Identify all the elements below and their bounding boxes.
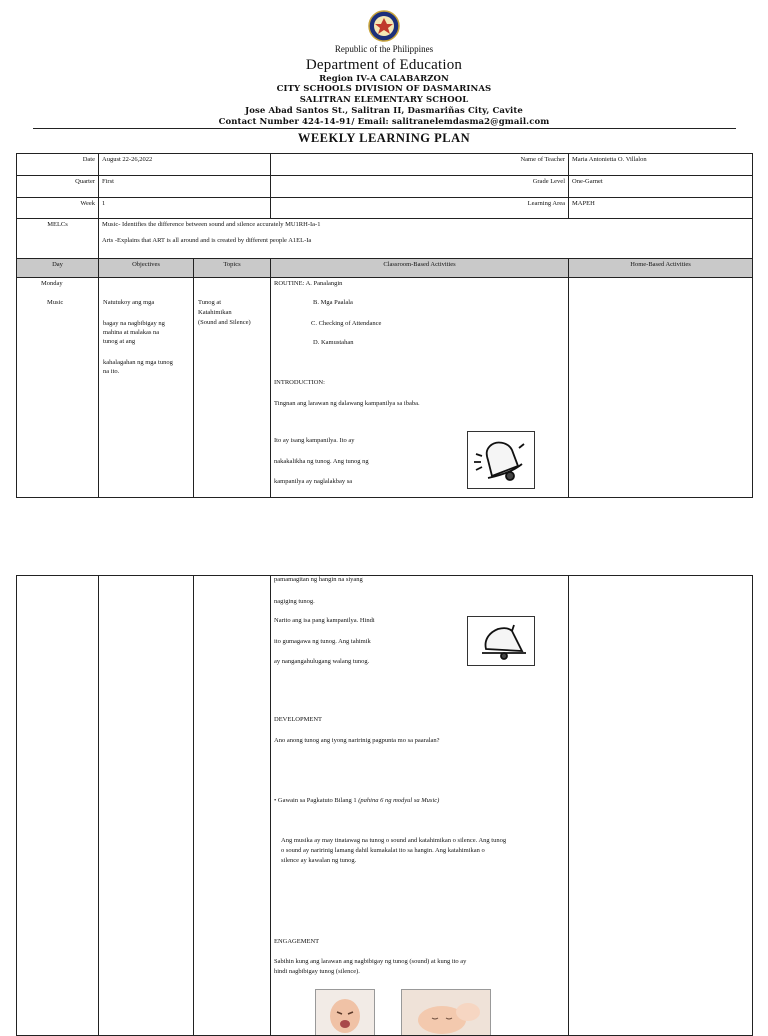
- area-label: Learning Area: [271, 198, 569, 219]
- bell-text: kampanilya ay naglalakbay sa: [274, 478, 353, 485]
- department-title: Department of Education: [305, 57, 463, 73]
- quarter-label: Quarter: [17, 176, 99, 198]
- lesson-paragraph: o sound ay naririnig lamang dahil kumakalat ito sa hangin. Ang katahimikan o: [281, 847, 485, 854]
- date-row: [17, 154, 753, 176]
- home-activities-cell-continued: [569, 576, 753, 1036]
- sleeping-baby-image: [401, 989, 491, 1036]
- contact-line: Contact Number 424-14-91/ Email: salitranelemdasma2@gmail.com: [218, 117, 550, 127]
- bell-text: ito gumagawa ng tunog. Ang tahimik: [274, 638, 371, 645]
- topic-text: Tunog at: [198, 299, 222, 306]
- engagement-text: Sabihin kung ang larawan ang nagbibigay ng tunog (sound) at kung ito ay: [274, 958, 467, 965]
- col-objectives: Objectives: [99, 259, 194, 278]
- day-value: Monday: [41, 280, 63, 287]
- teacher-label: Name of Teacher: [271, 154, 569, 176]
- introduction-text: Tingnan ang larawan ng dalawang kampanilya sa ibaba.: [274, 400, 420, 407]
- objective-text: kahalagahan ng mga tunog: [103, 359, 173, 366]
- col-day: Day: [17, 259, 99, 278]
- topic-text: (Sound and Silence): [198, 319, 251, 326]
- header-divider: [33, 128, 736, 129]
- engagement-text: hindi nagbibigay tunog (silence).: [274, 968, 360, 975]
- week-row: [17, 198, 753, 219]
- routine-line: D. Kamustahan: [313, 339, 354, 346]
- lesson-paragraph: silence ay kawalan ng tunog.: [281, 857, 357, 864]
- republic-line: Republic of the Philippines: [334, 44, 434, 54]
- melcs-label: MELCs: [17, 219, 99, 259]
- lesson-paragraph: Ang musika ay may tinatawag na tunog o sound and katahimikan o silence. Ang tunog: [281, 837, 507, 844]
- grade-label: Grade Level: [271, 176, 569, 198]
- objectives-cell-continued: [99, 576, 194, 1036]
- classroom-activities-cell-continued: [271, 576, 569, 1036]
- home-activities-cell: [569, 278, 753, 498]
- column-header-row: [17, 259, 753, 278]
- date-label: Date: [17, 154, 99, 176]
- day-cell: [17, 278, 99, 498]
- col-home-activities: Home-Based Activities: [569, 259, 753, 278]
- objective-text: Natutukoy ang mga: [103, 299, 155, 306]
- development-question: Ano anong tunog ang iyong naririnig pagpunta mo sa paaralan?: [274, 737, 440, 744]
- gawain-line: [274, 797, 439, 804]
- bell-text: nagiging tunog.: [274, 598, 315, 605]
- objective-text: tunog at ang: [103, 338, 136, 345]
- subject-value: Music: [47, 299, 64, 306]
- grade-value: One-Garnet: [569, 176, 753, 198]
- gawain-label: • Gawain sa Pagkatuto Bilang 1: [274, 797, 357, 804]
- melc-music: Music- Identifies the difference between sound and silence accurately MU1RH-Ia-1: [102, 221, 321, 228]
- quarter-value: First: [99, 176, 271, 198]
- objective-text: bagay na nagbibigay ng: [103, 320, 165, 327]
- area-value: MAPEH: [569, 198, 753, 219]
- bell-text: ay nangangahulugang walang tunog.: [274, 658, 370, 665]
- ringing-bell-icon: [467, 431, 535, 489]
- monday-row-continued: [17, 576, 753, 1036]
- routine-line: B. Mga Paalala: [313, 299, 353, 306]
- region-line: Region IV-A CALABARZON: [319, 74, 449, 84]
- quarter-row: [17, 176, 753, 198]
- plan-title: WEEKLY LEARNING PLAN: [297, 131, 471, 145]
- col-classroom-activities: Classroom-Based Activities: [271, 259, 569, 278]
- melcs-content: [99, 219, 753, 259]
- day-cell-continued: [17, 576, 99, 1036]
- address-line: Jose Abad Santos St., Salitran II, Dasmariñas City, Cavite: [245, 106, 523, 116]
- objective-text: mahina at malakas na: [103, 329, 160, 336]
- week-value: 1: [99, 198, 271, 219]
- school-line: SALITRAN ELEMENTARY SCHOOL: [299, 95, 469, 105]
- topics-cell: [194, 278, 271, 498]
- routine-line: C. Checking of Attendance: [311, 320, 382, 327]
- objective-text: na ito.: [103, 368, 120, 375]
- melcs-row: [17, 219, 753, 259]
- col-topics: Topics: [194, 259, 271, 278]
- development-heading: DEVELOPMENT: [274, 716, 323, 723]
- gawain-reference: (pahina 6 ng modyul sa Music): [358, 797, 440, 804]
- plan-table-page1: [16, 153, 753, 498]
- teacher-value: Maria Antonietta O. Villalon: [569, 154, 753, 176]
- division-line: CITY SCHOOLS DIVISION OF DASMARINAS: [276, 84, 492, 94]
- objectives-cell: [99, 278, 194, 498]
- bell-text: Narito ang isa pang kampanilya. Hindi: [274, 617, 375, 624]
- silent-bell-icon: [467, 616, 535, 666]
- routine-line: ROUTINE: A. Panalangin: [274, 280, 343, 287]
- plan-table-page2: [16, 575, 753, 1036]
- bell-text: Ito ay isang kampanilya. Ito ay: [274, 437, 355, 444]
- bell-text: pamamagitan ng hangin na siyang: [274, 576, 363, 583]
- crying-baby-image: [315, 989, 375, 1036]
- week-label: Week: [17, 198, 99, 219]
- topic-text: Katahimikan: [198, 309, 232, 316]
- melc-arts: Arts -Explains that ART is all around and is created by different people A1EL-Ia: [102, 237, 312, 244]
- introduction-heading: INTRODUCTION:: [274, 379, 325, 386]
- bell-text: nakakalikha ng tunog. Ang tunog ng: [274, 458, 369, 465]
- classroom-activities-cell: [271, 278, 569, 498]
- topics-cell-continued: [194, 576, 271, 1036]
- deped-seal-icon: [368, 10, 400, 42]
- date-value: August 22-26,2022: [99, 154, 271, 176]
- monday-row: [17, 278, 753, 498]
- engagement-heading: ENGAGEMENT: [274, 938, 320, 945]
